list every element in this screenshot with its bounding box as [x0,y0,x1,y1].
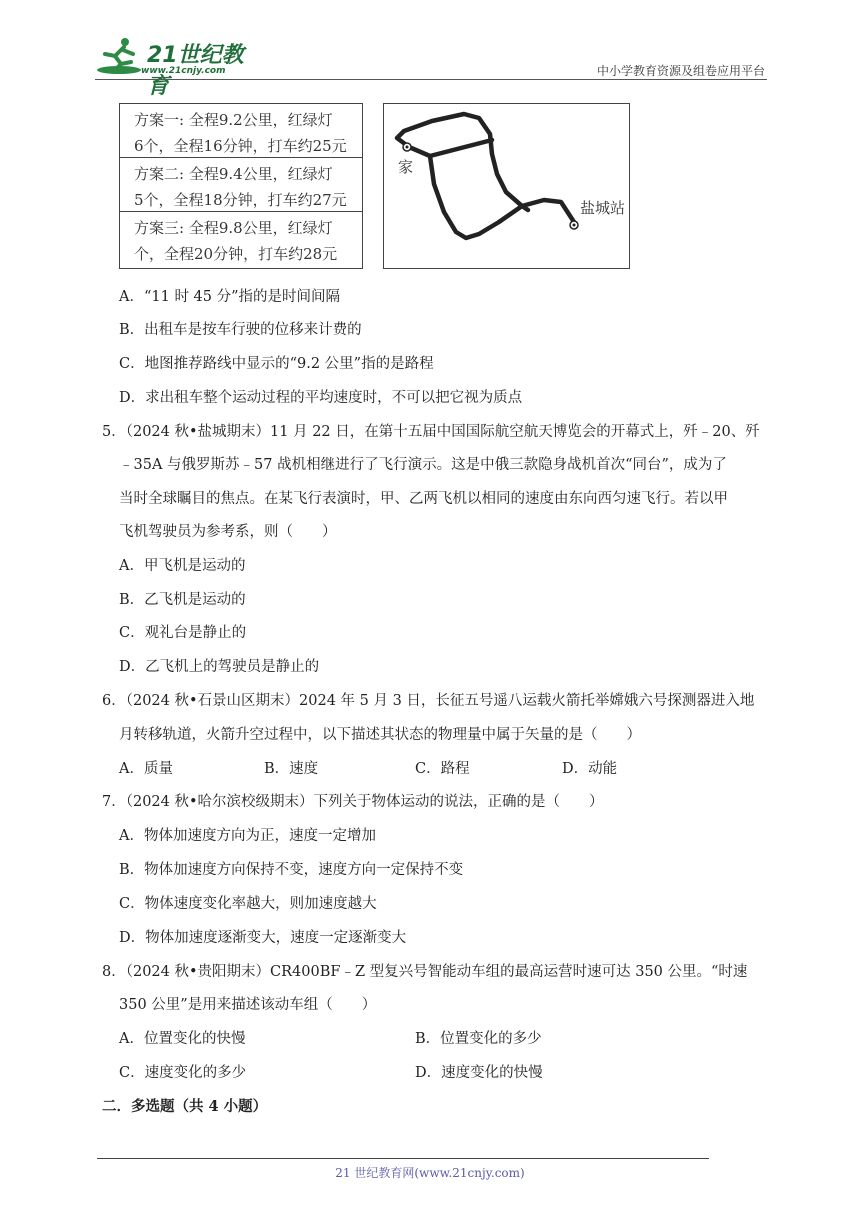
route-map-drawing [384,104,628,267]
option-c: C．地图推荐路线中显示的“9.2 公里”指的是路程 [119,356,434,372]
option-c: C．路程 [415,761,470,777]
option-d: D．物体加速度逐渐变大，速度一定逐渐变大 [119,930,407,946]
question-5-cont: 当时全球瞩目的焦点。在某飞行表演时，甲、乙两飞机以相同的速度由东向西匀速飞行。若以甲 [119,491,728,507]
page-header [95,30,765,99]
section-heading: 二．多选题（共 4 小题） [102,1098,268,1115]
plan-row: 方案三: 全程9.8公里，红绿灯 个，全程20分钟，打车约28元 [134,219,338,263]
footer-divider [97,1158,709,1159]
question-8: 8．（2024 秋•贵阳期末）CR400BF﹣Z 型复兴号智能动车组的最高运营时速可达 350 公里。“时速 [102,964,748,980]
question-8-cont: 350 公里”是用来描述该动车组（ ） [119,997,377,1013]
option-d: D．求出租车整个运动过程的平均速度时，不可以把它视为质点 [119,390,523,406]
option-d: D．速度变化的快慢 [415,1065,543,1081]
logo-text: 21世纪教育 [147,43,244,99]
runner-logo-icon [95,36,145,76]
question-6: 6．（2024 秋•石景山区期末）2024 年 5 月 3 日，长征五号遥八运载火箭托举嫦娥六号探测器进入地 [102,693,755,709]
option-b: B．位置变化的多少 [415,1031,542,1047]
question-6-cont: 月转移轨道，火箭升空过程中，以下描述其状态的物理量中属于矢量的是（ ） [119,727,641,743]
question-7: 7．（2024 秋•哈尔滨校级期末）下列关于物体运动的说法，正确的是（ ） [102,794,604,810]
option-a: A．物体加速度方向为正，速度一定增加 [119,828,376,844]
platform-title: 中小学教育资源及组卷应用平台 [596,64,765,78]
option-d: D．乙飞机上的驾驶员是静止的 [119,659,320,675]
logo-url: www.21cnjy.com [141,66,226,76]
option-b: B．物体加速度方向保持不变，速度方向一定保持不变 [119,862,464,878]
option-b: B．速度 [264,761,319,777]
question-5-cont: ﹣35A 与俄罗斯苏﹣57 战机相继进行了飞行演示。这是中俄三款隐身战机首次“同台”，成为了 [119,457,727,473]
site-logo [95,36,265,99]
option-b: B．出租车是按车行驶的位移来计费的 [119,322,362,338]
question-5: 5．（2024 秋•盐城期末）11 月 22 日，在第十五届中国国际航空航天博览会的开幕式上，歼﹣20、歼 [102,424,760,440]
plan-row: 方案二: 全程9.4公里，红绿灯 5个，全程18分钟，打车约27元 [120,158,362,212]
option-a: A．甲飞机是运动的 [119,558,246,574]
option-d: D．动能 [562,761,618,777]
station-label: 盐城站 [580,199,626,217]
route-plan-table [119,103,363,269]
home-label: 家 [398,158,414,176]
page-footer: 21 世纪教育网(www.21cnjy.com) [335,1166,525,1180]
option-c: C．观礼台是静止的 [119,625,247,641]
option-b: B．乙飞机是运动的 [119,592,246,608]
route-map [383,103,630,269]
header-divider [95,79,767,80]
question-5-cont: 飞机驾驶员为参考系，则（ ） [119,524,337,540]
plan-row: 方案一: 全程9.2公里，红绿灯 6个，全程16分钟，打车约25元 [120,104,362,158]
option-a: A．位置变化的快慢 [119,1031,246,1047]
option-a: A．质量 [119,761,173,777]
option-a: A．“11 时 45 分”指的是时间间隔 [119,289,341,305]
option-c: C．物体速度变化率越大，则加速度越大 [119,896,377,912]
option-c: C．速度变化的多少 [119,1065,247,1081]
